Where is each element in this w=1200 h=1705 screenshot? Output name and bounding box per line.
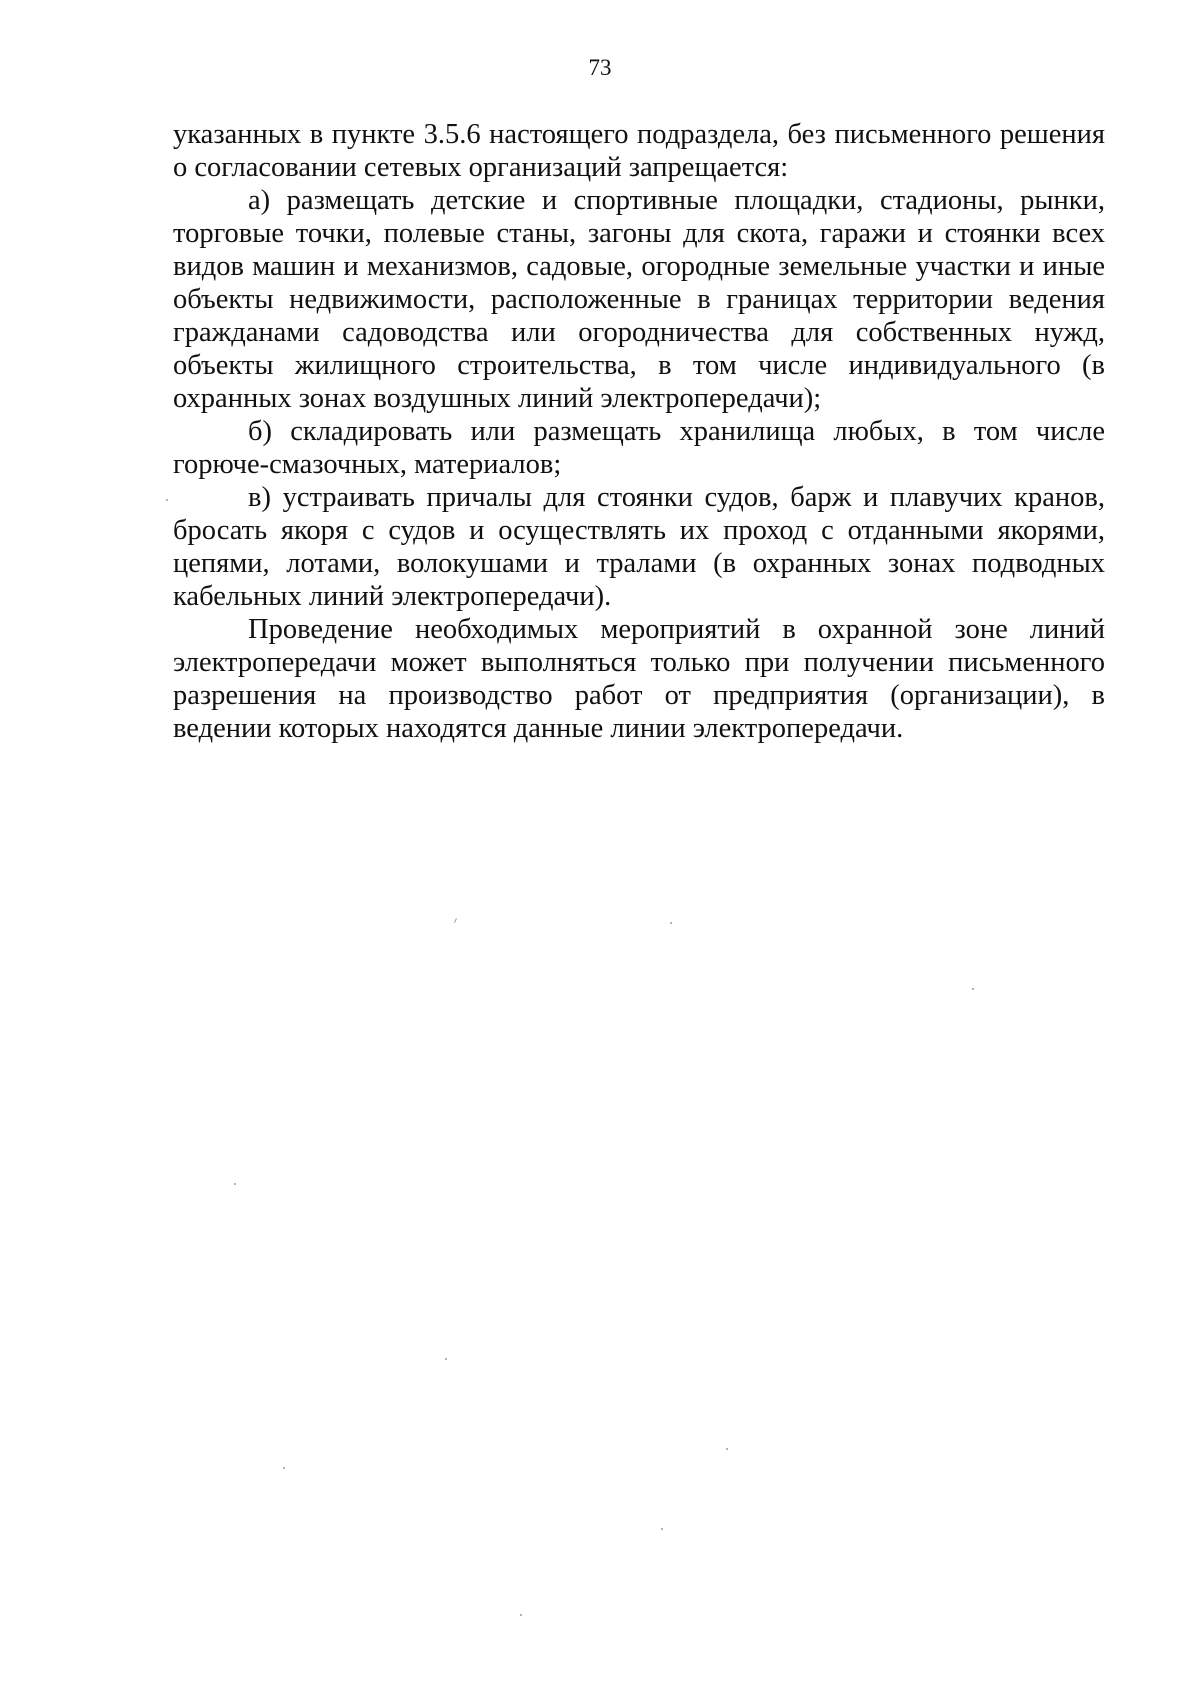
scan-speck bbox=[445, 1358, 447, 1360]
scan-speck bbox=[283, 1467, 285, 1469]
paragraph-conclusion: Проведение необходимых мероприятий в охранной зоне линий электропередачи может выполняться только при получении письменного разрешения на производство работ от предприятия (организации), в ведении которых находятся данные линии электропередачи. bbox=[173, 614, 1105, 744]
scan-speck bbox=[726, 1448, 728, 1450]
scan-speck bbox=[234, 1183, 236, 1185]
page-number: 73 bbox=[588, 55, 612, 80]
scan-speck bbox=[520, 1614, 522, 1616]
scan-speck bbox=[670, 922, 672, 924]
document-body bbox=[173, 118, 1105, 745]
paragraph-item-v: в) устраивать причалы для стоянки судов, барж и плавучих кранов, бросать якоря с судов и осуществлять их проход с отданными якорями, цепями, лотами, волокушами и тралами (в охранных зонах подводных кабельных линий электропередачи). bbox=[173, 482, 1105, 612]
scan-speck bbox=[454, 918, 457, 923]
scan-speck bbox=[972, 988, 974, 990]
paragraph-item-b: б) складировать или размещать хранилища любых, в том числе горюче-смазочных, материалов; bbox=[173, 416, 1105, 480]
paragraph-item-a: а) размещать детские и спортивные площадки, стадионы, рынки, торговые точки, полевые станы, загоны для скота, гаражи и стоянки всех видов машин и механизмов, садовые, огородные земельные участки и иные объекты недвижимости, расположенные в границах территории ведения гражданами садоводства или огородничества для собственных нужд, объекты жилищного строительства, в том числе индивидуального (в охранных зонах воздушных линий электропередачи); bbox=[173, 185, 1105, 414]
paragraph-continuation: указанных в пункте 3.5.6 настоящего подраздела, без письменного решения о согласовании сетевых организаций запрещается: bbox=[173, 119, 1105, 183]
scan-speck bbox=[661, 1528, 663, 1530]
scan-speck bbox=[166, 499, 168, 501]
